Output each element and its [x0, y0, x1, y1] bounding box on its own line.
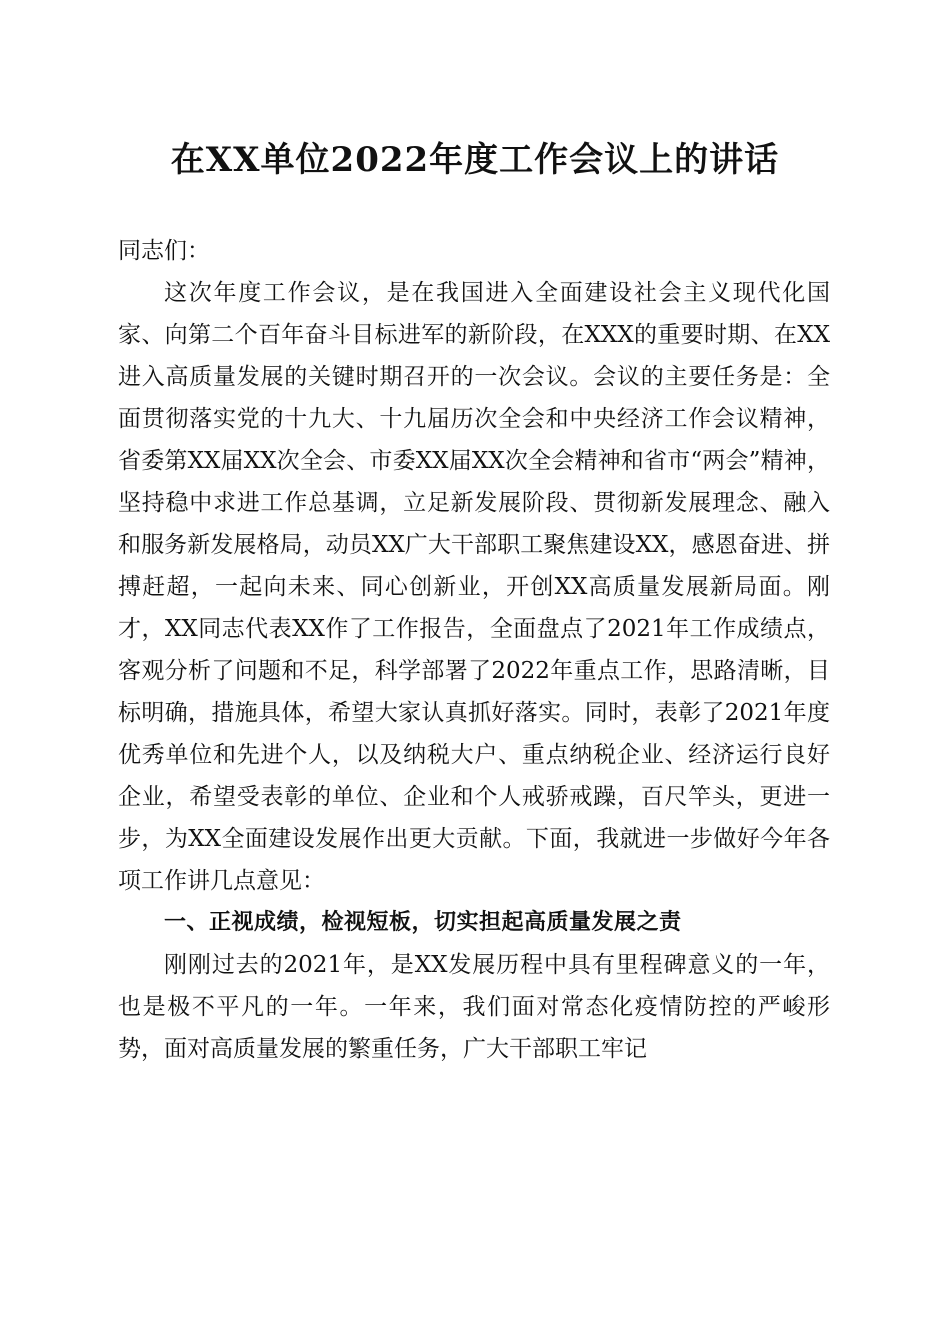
section-heading: 一、正视成绩，检视短板，切实担起高质量发展之责: [164, 910, 682, 935]
document-title: 在XX单位2022年度工作会议上的讲话: [170, 140, 780, 180]
intro-paragraph: 这次年度工作会议，是在我国进入全面建设社会主义现代化国家、向第二个百年奋斗目标进军的新阶段，在XXX的重要时期、在XX进入高质量发展的关键时期召开的一次会议。会议的主要任务是：全面贯彻落实党的十九大、十九届历次全会和中央经济工作会议精神，省委第XX届XX次全会、市委XX届XX次全会精神和省市“两会”精神，坚持稳中求进工作总基调，立足新发展阶段、贯彻新发展理念、融入和服务新发展格局，动员XX广大干部职工聚焦建设XX，感恩奋进、拼搏赶超，一起向未来、同心创新业，开创XX高质量发展新局面。刚才，XX同志代表XX作了工作报告，全面盘点了2021年工作成绩点，客观分析了问题和不足，科学部署了2022年重点工作，思路清晰，目标明确，措施具体，希望大家认真抓好落实。同时，表彰了2021年度优秀单位和先进个人，以及纳税大户、重点纳税企业、经济运行良好企业，希望受表彰的单位、企业和个人戒骄戒躁，百尺竿头，更进一步，为XX全面建设发展作出更大贡献。下面，我就进一步做好今年各项工作讲几点意见：: [118, 280, 830, 894]
section-paragraph: 刚刚过去的2021年，是XX发展历程中具有里程碑意义的一年，也是极不平凡的一年。一年来，我们面对常态化疫情防控的严峻形势，面对高质量发展的繁重任务，广大干部职工牢记: [118, 952, 830, 1062]
document-body: [118, 230, 830, 1070]
salutation: 同志们：: [118, 238, 210, 264]
